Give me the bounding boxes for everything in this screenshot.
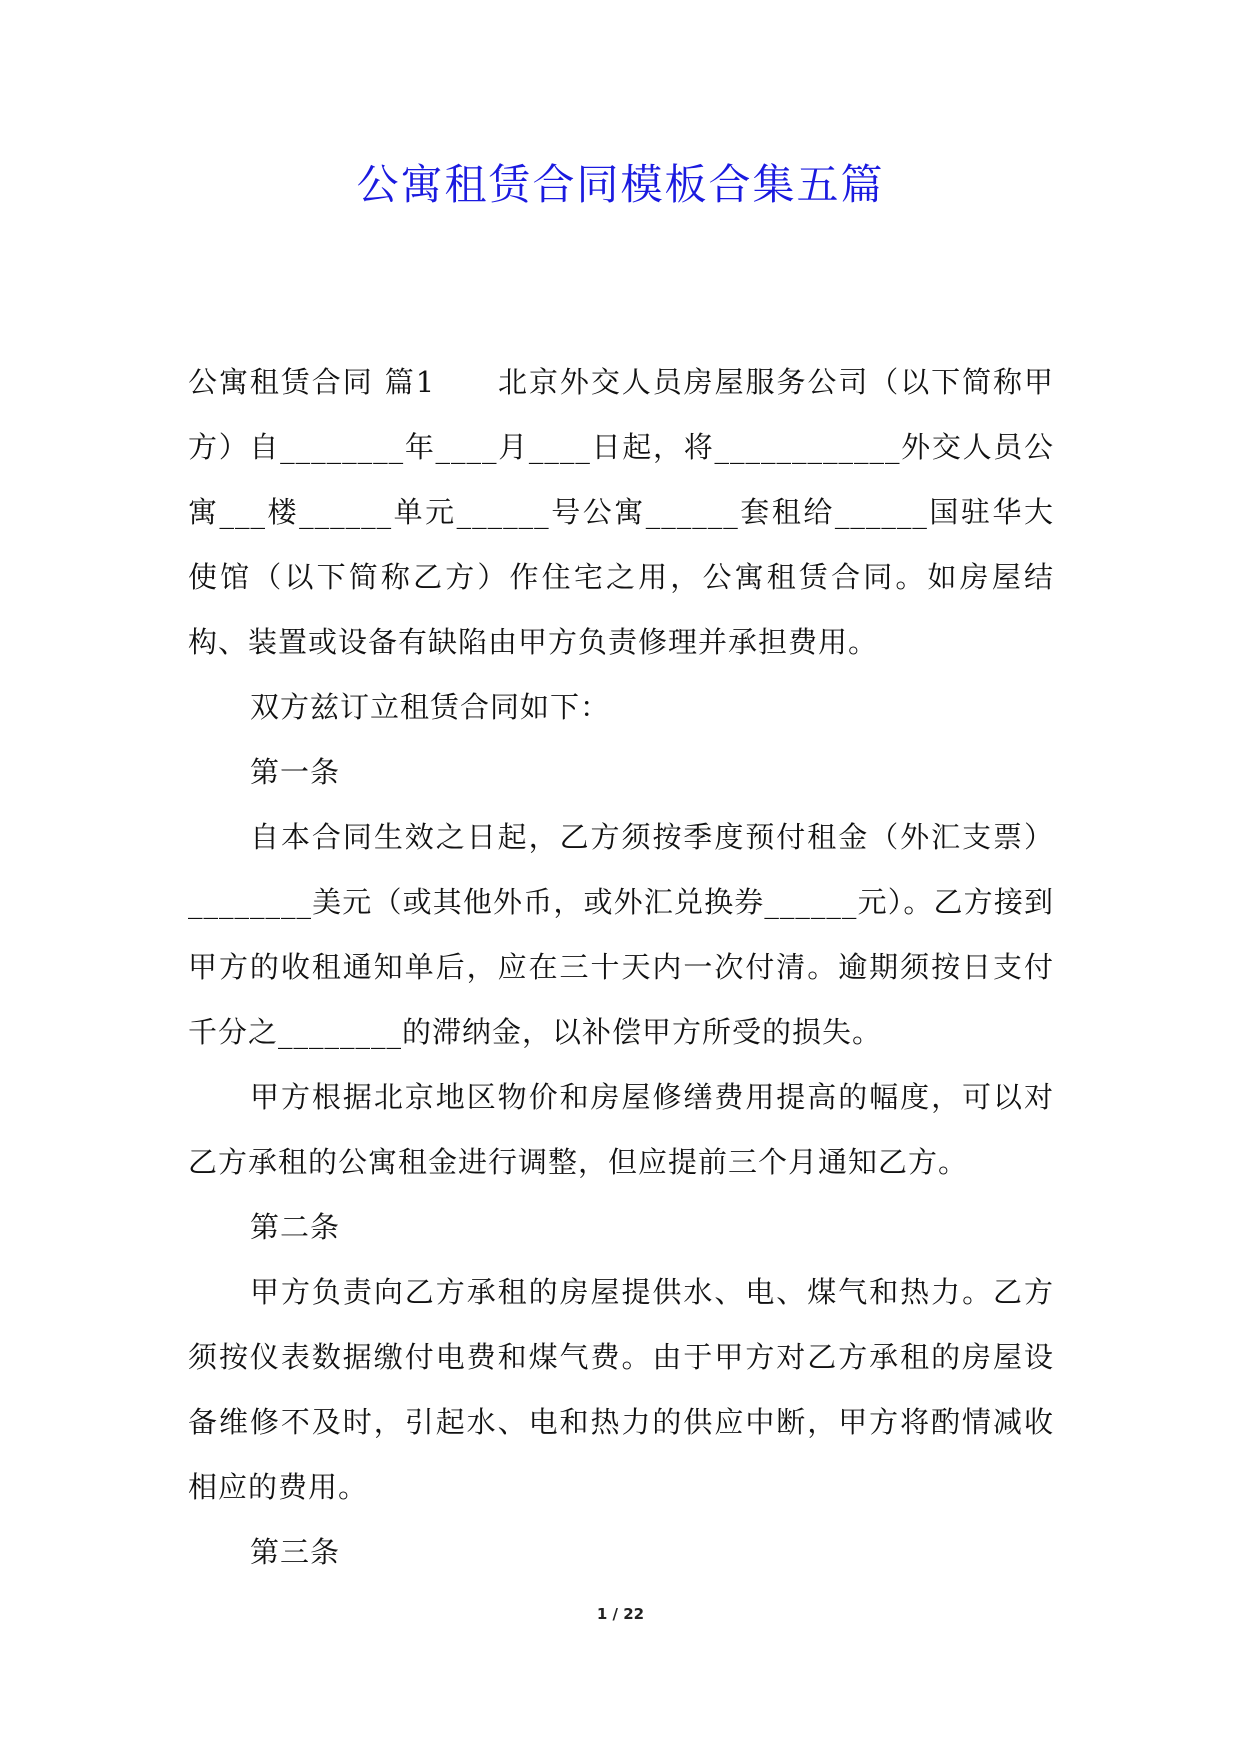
paragraph-agreement: 双方兹订立租赁合同如下： [250, 690, 611, 724]
article-heading-3: 第三条 [250, 1535, 341, 1569]
paragraph-utilities: 甲方负责向乙方承租的房屋提供水、电、煤气和热力。乙方须按仪表数据缴付电费和煤气费。由于甲方对乙方承租的房屋设备维修不及时，引起水、电和热力的供应中断，甲方将酌情减收相应的费用。 [188, 1275, 1054, 1504]
document-body [188, 350, 1054, 1585]
paragraph-intro: 公寓租赁合同 篇1 北京外交人员房屋服务公司（以下简称甲方）自________年____月____日起，将____________外交人员公寓___楼______单元______号公寓______套租给______国驻华大使馆（以下简称乙方）作住宅之用，公寓租赁合同。如房屋结构、装置或设备有缺陷由甲方负责修理并承担费用。 [188, 365, 1054, 659]
page-number: 1 / 22 [596, 1605, 645, 1623]
paragraph-rent-payment: 自本合同生效之日起，乙方须按季度预付租金（外汇支票）________美元（或其他外币，或外汇兑换券______元）。乙方接到甲方的收租通知单后，应在三十天内一次付清。逾期须按日支付千分之________的滞纳金，以补偿甲方所受的损失。 [188, 820, 1054, 1049]
article-heading-1: 第一条 [250, 755, 341, 789]
paragraph-rent-adjustment: 甲方根据北京地区物价和房屋修缮费用提高的幅度，可以对乙方承租的公寓租金进行调整，但应提前三个月通知乙方。 [188, 1080, 1054, 1179]
article-heading-2: 第二条 [250, 1210, 341, 1244]
document-title: 公寓租赁合同模板合集五篇 [356, 160, 885, 209]
